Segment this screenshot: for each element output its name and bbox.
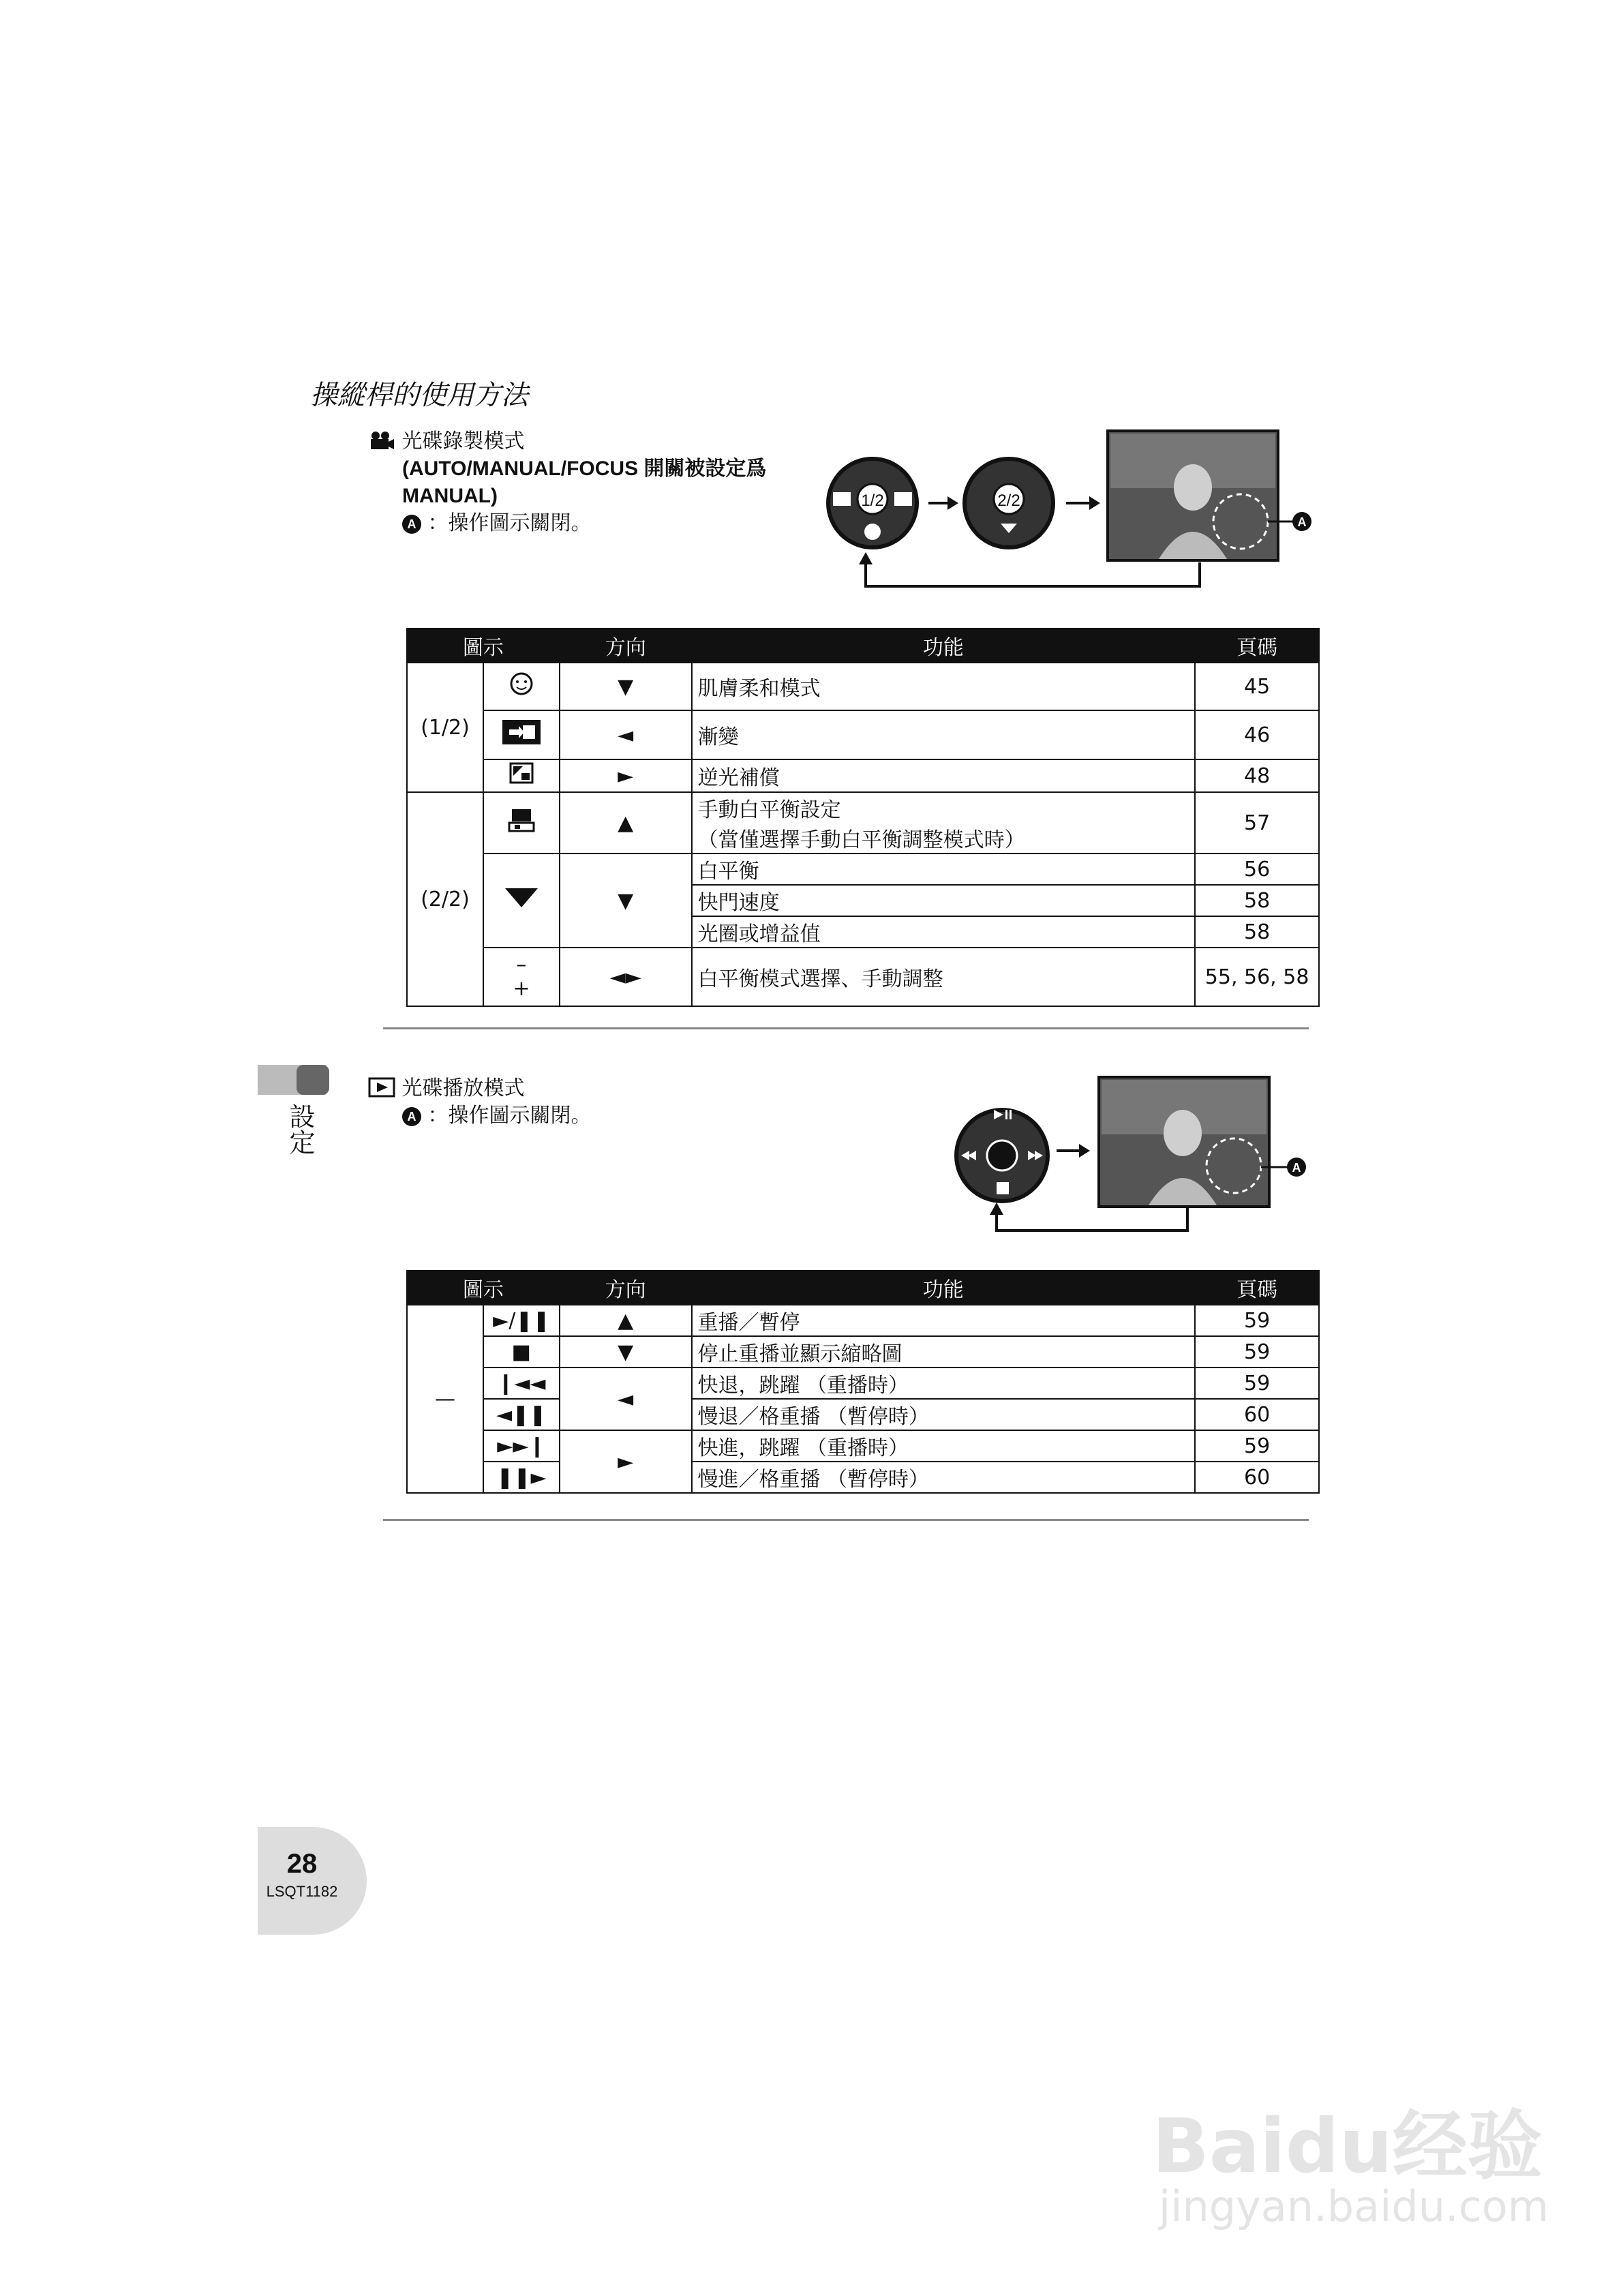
white-balance-set-icon (483, 792, 560, 854)
page-cell: 48 (1195, 759, 1319, 792)
table-row (407, 1305, 1319, 1336)
function-cell: 慢退／格重播 （暫停時） (692, 1399, 1196, 1430)
function-cell: 停止重播並顯示縮略圖 (692, 1336, 1196, 1368)
record-mode-diagram (804, 423, 1322, 593)
page-cell: 46 (1195, 710, 1319, 759)
skip-back-icon: ❙◄◄ (483, 1368, 560, 1399)
function-cell: 肌膚柔和模式 (692, 663, 1196, 710)
table-row (407, 1462, 1319, 1493)
play-table (406, 1270, 1320, 1494)
page-cell: 60 (1195, 1462, 1319, 1493)
direction-cell: ◄ (560, 710, 692, 759)
play-pause-icon: ►/❚❚ (483, 1305, 560, 1336)
callout-a-badge: A (402, 1107, 421, 1126)
play-note: ：操作圖示關閉。 (427, 1104, 592, 1128)
page-cell: 58 (1195, 916, 1319, 948)
play-mode-icon (368, 1077, 395, 1098)
function-cell: 快門速度 (692, 885, 1196, 916)
function-cell: 慢進／格重播 （暫停時） (692, 1462, 1196, 1493)
direction-cell: ► (560, 1430, 692, 1493)
page-cell: 57 (1195, 792, 1319, 854)
watermark-logo: Baidu经验 (1152, 2102, 1543, 2190)
function-cell (692, 792, 1196, 854)
table-row (407, 663, 1319, 710)
table-row (407, 759, 1319, 792)
function-line2: （當僅選擇手動白平衡調整模式時） (697, 828, 1025, 852)
backlight-icon (483, 759, 560, 792)
function-cell: 白平衡模式選擇、手動調整 (692, 948, 1196, 1006)
playback-preview-image (1099, 1077, 1269, 1207)
header-icon: 圖示 (407, 1271, 560, 1305)
callout-a-label: A (1292, 1161, 1301, 1175)
play-mode-block (368, 1075, 592, 1130)
side-section-label: 設定 (285, 1103, 315, 1155)
header-direction: 方向 (560, 629, 692, 663)
direction-cell: ▲ (560, 792, 692, 854)
function-cell: 白平衡 (692, 854, 1196, 885)
table-row (407, 854, 1319, 885)
page-cell: 55, 56, 58 (1195, 948, 1319, 1006)
joystick-dial-play (954, 1108, 1050, 1203)
skip-forward-icon: ►►❙ (483, 1430, 560, 1462)
function-cell: 逆光補償 (692, 759, 1196, 792)
page-number-tab (258, 1827, 367, 1935)
page-cell: 59 (1195, 1368, 1319, 1399)
direction-cell: ▼ (560, 663, 692, 710)
slow-forward-icon: ❚❚► (483, 1462, 560, 1493)
soft-skin-icon (483, 663, 560, 710)
record-note: ：操作圖示關閉。 (427, 511, 592, 535)
camera-preview-image (1108, 431, 1278, 560)
direction-cell: ▲ (560, 1305, 692, 1336)
function-cell: 漸變 (692, 710, 1196, 759)
group-label-1of2: (1/2) (407, 663, 483, 792)
minus-label: – (516, 953, 527, 977)
header-direction: 方向 (560, 1271, 692, 1305)
page-title: 操縱桿的使用方法 (310, 380, 528, 411)
table-row (407, 1430, 1319, 1462)
joystick-dial-2of2 (962, 457, 1055, 549)
record-mode-title: 光碟錄製模式 (401, 429, 525, 453)
page-cell: 59 (1195, 1430, 1319, 1462)
callout-a-badge: A (402, 515, 421, 534)
arrow-right-3 (1057, 1144, 1090, 1158)
side-tab-dark (297, 1065, 329, 1095)
fade-icon (483, 710, 560, 759)
joystick-dial-1of2 (826, 457, 919, 549)
page-cell: 59 (1195, 1336, 1319, 1368)
arrow-right-1 (928, 496, 958, 510)
record-condition-line2: MANUAL) (402, 485, 498, 507)
minus-plus-icon (483, 948, 560, 1006)
function-cell: 快退，跳躍 （重播時） (692, 1368, 1196, 1399)
table-row (407, 1368, 1319, 1399)
callout-a-label: A (1297, 515, 1307, 529)
direction-cell: ◄► (560, 948, 692, 1006)
header-icon: 圖示 (407, 629, 560, 663)
function-line1: 手動白平衡設定 (697, 798, 841, 822)
page-cell: 59 (1195, 1305, 1319, 1336)
play-mode-title: 光碟播放模式 (401, 1076, 525, 1100)
page-cell: 56 (1195, 854, 1319, 885)
group-label-dash: — (407, 1305, 483, 1493)
header-page: 頁碼 (1195, 1271, 1319, 1305)
group-label-2of2: (2/2) (407, 792, 483, 1006)
function-cell: 光圈或增益值 (692, 916, 1196, 948)
play-mode-diagram (941, 1070, 1322, 1241)
record-table (406, 628, 1320, 1007)
record-condition-line1: (AUTO/MANUAL/FOCUS 開關被設定爲 (402, 457, 767, 480)
table-row (407, 710, 1319, 759)
table-row (407, 1399, 1319, 1430)
direction-cell: ► (560, 759, 692, 792)
dial-label-2of2: 2/2 (997, 492, 1020, 510)
function-cell: 快進，跳躍 （重播時） (692, 1430, 1196, 1462)
slow-reverse-icon: ◄❚❚ (483, 1399, 560, 1430)
table-row (407, 1336, 1319, 1368)
direction-cell: ▼ (560, 854, 692, 948)
page-cell: 45 (1195, 663, 1319, 710)
table-row (407, 948, 1319, 1006)
dial-label-1of2: 1/2 (861, 492, 884, 510)
down-triangle-icon (483, 854, 560, 948)
page-cell: 58 (1195, 885, 1319, 916)
direction-cell: ▼ (560, 1336, 692, 1368)
header-function: 功能 (692, 1271, 1196, 1305)
stop-icon: ■ (483, 1336, 560, 1368)
section-divider (383, 1519, 1309, 1521)
header-page: 頁碼 (1195, 629, 1319, 663)
record-mode-block (368, 428, 766, 537)
page-number: 28 (286, 1849, 318, 1879)
arrow-right-2 (1066, 496, 1100, 510)
section-divider (383, 1027, 1309, 1029)
direction-cell: ◄ (560, 1368, 692, 1430)
page-cell: 60 (1195, 1399, 1319, 1430)
header-function: 功能 (692, 629, 1196, 663)
plus-label: + (513, 977, 530, 1001)
movie-camera-icon (368, 430, 395, 451)
table-row (407, 792, 1319, 854)
function-cell: 重播／暫停 (692, 1305, 1196, 1336)
page-code: LSQT1182 (266, 1883, 338, 1900)
watermark-url: jingyan.baidu.com (1159, 2181, 1549, 2231)
